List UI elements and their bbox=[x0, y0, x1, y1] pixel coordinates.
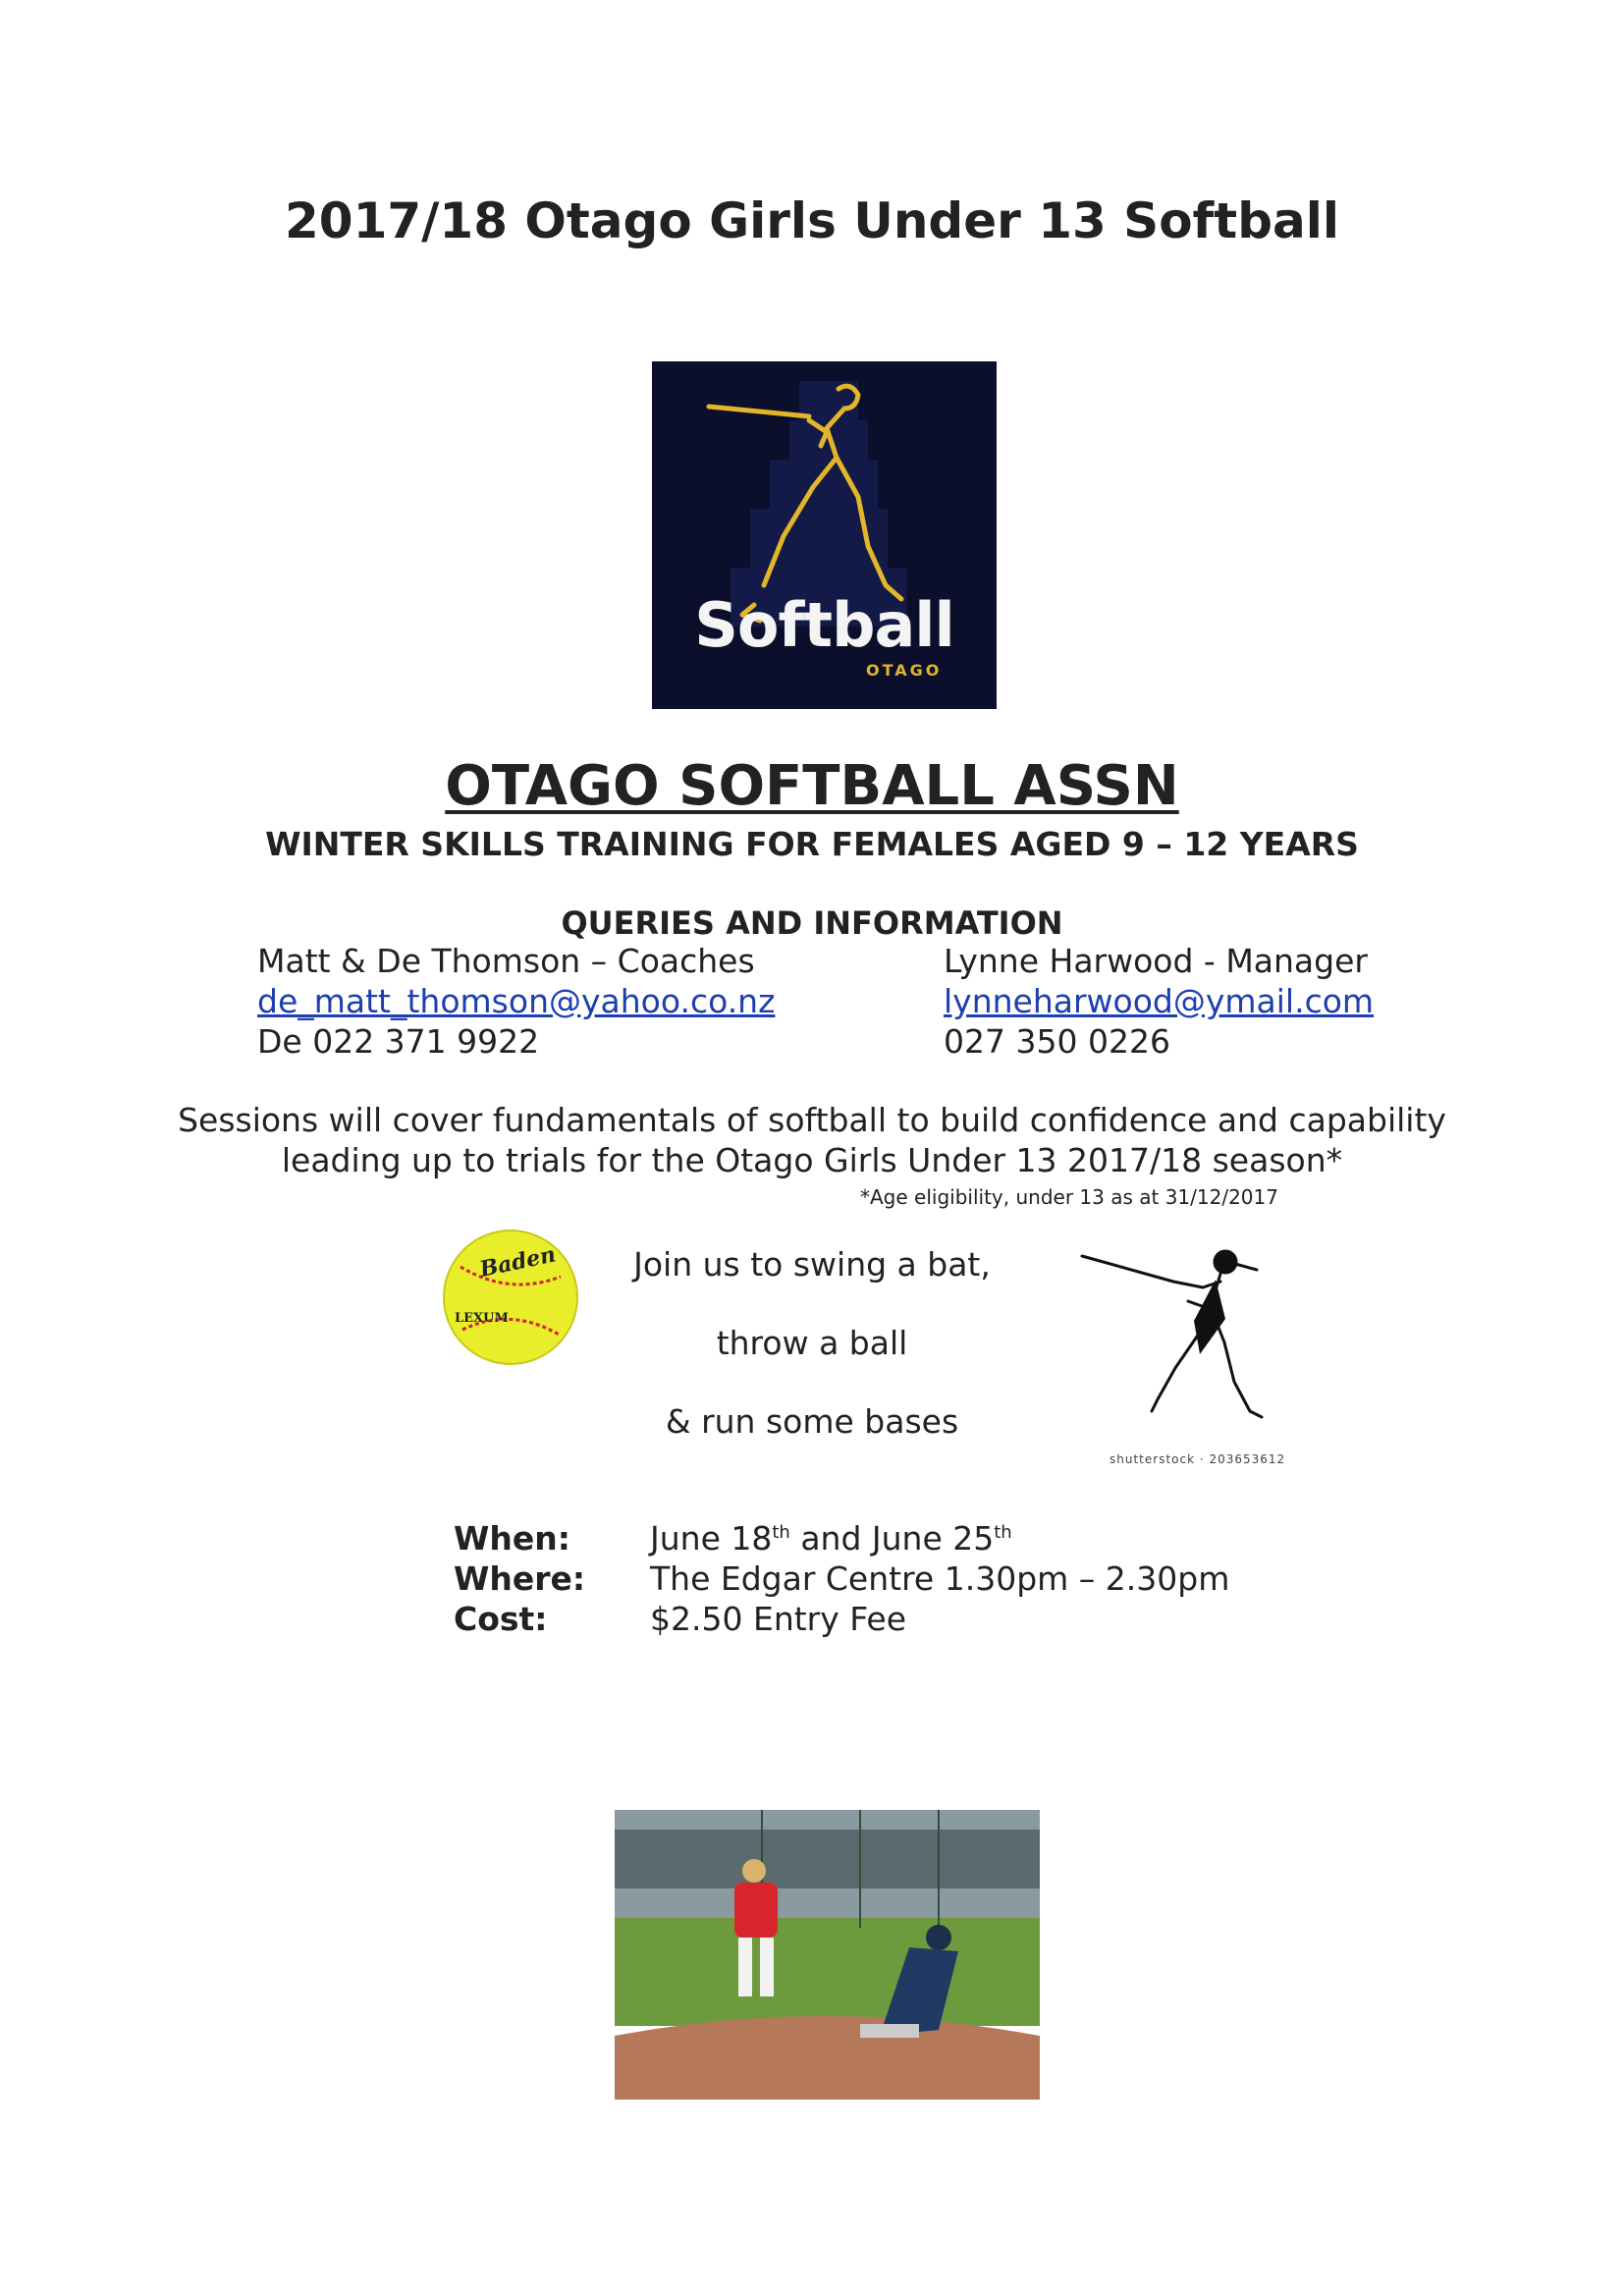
game-photo bbox=[615, 1810, 1040, 2100]
image-caption: shutterstock · 203653612 bbox=[1110, 1452, 1286, 1466]
contact-email-link[interactable]: de_matt_thomson@yahoo.co.nz bbox=[257, 982, 776, 1020]
softball-game-photo-icon bbox=[615, 1810, 1040, 2100]
contact-name: Matt & De Thomson – Coaches bbox=[257, 942, 755, 980]
when-label: When: bbox=[454, 1519, 570, 1558]
where-value: The Edgar Centre 1.30pm – 2.30pm bbox=[650, 1559, 1230, 1598]
when-value: June 18th and June 25th bbox=[650, 1519, 1012, 1558]
asterisk: * bbox=[1326, 1141, 1343, 1179]
softball-otago-logo bbox=[652, 361, 997, 709]
page-title: 2017/18 Otago Girls Under 13 Softball bbox=[284, 192, 1340, 249]
join-line-3: & run some bases bbox=[665, 1402, 959, 1441]
where-label: Where: bbox=[454, 1559, 586, 1598]
association-heading: OTAGO SOFTBALL ASSN bbox=[445, 754, 1179, 818]
ball-brand: Baden bbox=[477, 1241, 559, 1284]
join-line-2: throw a ball bbox=[716, 1324, 908, 1362]
sessions-line-2: leading up to trials for the Otago Girls Under 13 2017/18 season bbox=[281, 1141, 1326, 1179]
logo-subtitle: OTAGO bbox=[866, 661, 943, 680]
contact-phone: De 022 371 9922 bbox=[257, 1022, 540, 1061]
batter-sketch-image bbox=[1080, 1242, 1276, 1449]
sessions-line-1: Sessions will cover fundamentals of softball to build confidence and capability bbox=[178, 1101, 1446, 1139]
ball-model: LEXUM bbox=[455, 1311, 509, 1326]
contact-email-link[interactable]: lynneharwood@ymail.com bbox=[944, 982, 1375, 1020]
queries-heading: QUERIES AND INFORMATION bbox=[561, 904, 1063, 942]
age-eligibility-note: *Age eligibility, under 13 as at 31/12/2017 bbox=[860, 1185, 1278, 1209]
join-line-1: Join us to swing a bat, bbox=[633, 1245, 991, 1284]
contact-name: Lynne Harwood - Manager bbox=[944, 942, 1368, 980]
batter-sketch-icon bbox=[1080, 1242, 1276, 1449]
logo-wordmark: Softball bbox=[694, 589, 954, 661]
sessions-description bbox=[0, 1100, 1624, 1180]
contact-coaches bbox=[257, 941, 775, 1062]
cost-label: Cost: bbox=[454, 1600, 548, 1638]
contact-manager bbox=[944, 941, 1374, 1062]
training-subheading: WINTER SKILLS TRAINING FOR FEMALES AGED 9 – 12 YEARS bbox=[265, 825, 1359, 863]
cost-value: $2.50 Entry Fee bbox=[650, 1600, 907, 1638]
contact-phone: 027 350 0226 bbox=[944, 1022, 1170, 1061]
